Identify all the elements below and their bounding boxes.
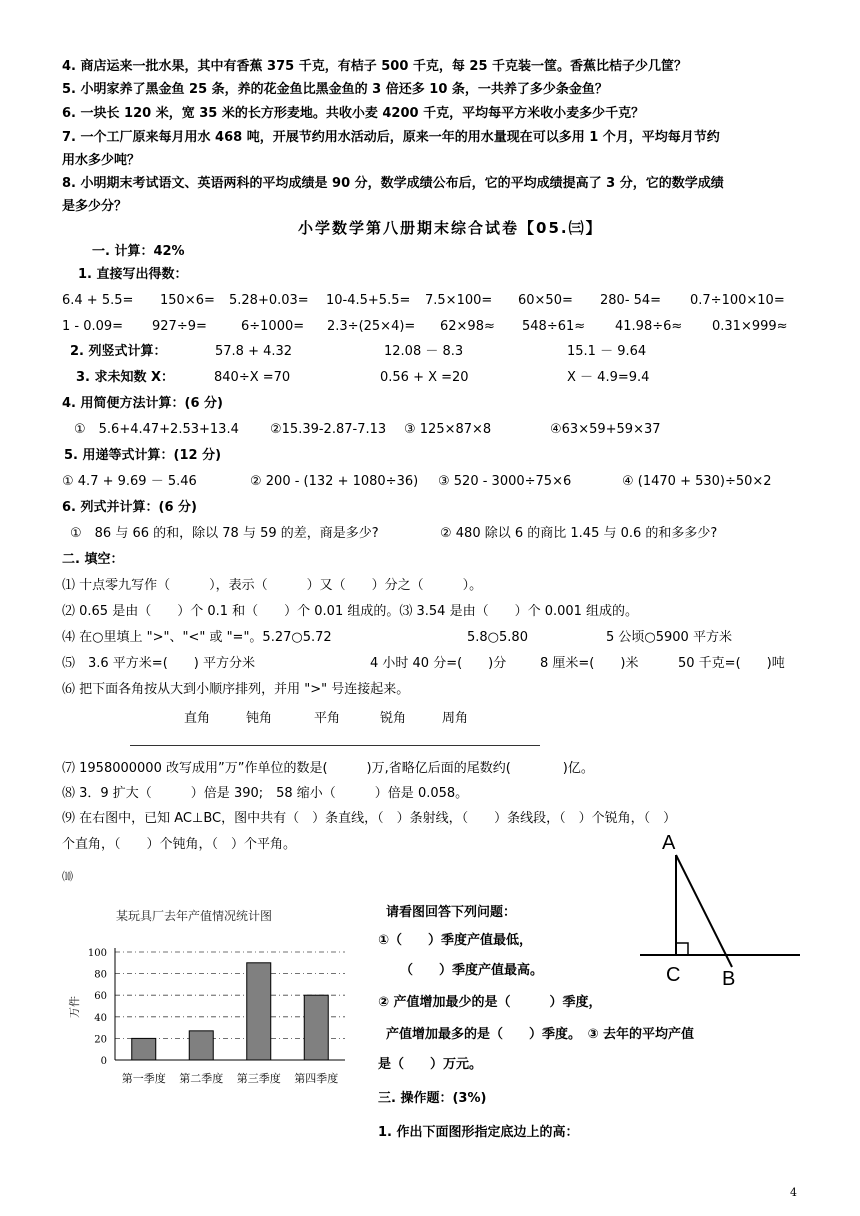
chart-y-tick-label: 80: [94, 969, 107, 981]
fill-5-item: 4 小时 40 分=( )分: [370, 656, 507, 671]
fill-9-line2: 个直角，（ ）个钝角，（ ）个平角。: [62, 837, 297, 852]
chart-x-tick-label: 第一季度: [121, 1072, 166, 1085]
problem-4: 4. 商店运来一批水果，其中有香蕉 375 千克，有桔子 500 千克，每 25 千克装一筐。香蕉比桔子少几筐？: [62, 59, 688, 74]
angle-acute: 锐角: [380, 711, 407, 726]
vertical-calc-item: 15.1 － 9.64: [567, 344, 647, 359]
chart-x-tick-label: 第二季度: [179, 1072, 224, 1085]
problem-8-line2: 是多少分？: [62, 199, 128, 214]
problem-5: 5. 小明家养了黑金鱼 25 条，养的花金鱼比黑金鱼的 3 倍还多 10 条，一共养了多少条金鱼？: [62, 82, 608, 97]
step-calc-item: ③ 520 - 3000÷75×6: [438, 474, 572, 489]
calc-item: 10-4.5+5.5=: [326, 293, 411, 308]
calc-item: 150×6=: [160, 293, 215, 308]
chart-y-label: 万件: [68, 996, 81, 1018]
chart-bar: [132, 1038, 156, 1060]
bar-chart: [60, 900, 360, 1100]
chart-questions-intro: 请看图回答下列问题：: [386, 905, 517, 920]
chart-question-1b: （ ）季度产值最高。: [400, 963, 544, 978]
section-1-heading: 一. 计算：42%: [92, 244, 185, 259]
q2-label: 2. 列竖式计算：: [70, 344, 167, 359]
calc-item: 927÷9=: [152, 319, 207, 334]
calc-item: 7.5×100=: [425, 293, 493, 308]
operation-question-1: 1. 作出下面图形指定底边上的高：: [378, 1125, 579, 1140]
vertex-c-label: C: [666, 964, 681, 986]
problem-8-line1: 8. 小明期末考试语文、英语两科的平均成绩是 90 分，数学成绩公布后，它的平均成绩提高了 3 分，它的数学成绩: [62, 176, 724, 191]
chart-question-1: ①（ ）季度产值最低，: [378, 933, 533, 948]
calc-item: 62×98≈: [440, 319, 495, 334]
calc-item: 0.7÷100×10=: [690, 293, 785, 308]
q6-label: 6. 列式并计算：(6 分): [62, 500, 197, 515]
calc-item: 280- 54=: [600, 293, 662, 308]
triangle-figure: [640, 825, 800, 995]
q4-label: 4. 用简便方法计算：(6 分): [62, 396, 223, 411]
word-calc-item: ① 86 与 66 的和，除以 78 与 59 的差，商是多少?: [70, 526, 379, 541]
angle-right: 直角: [184, 711, 211, 726]
right-angle-mark: [676, 943, 688, 955]
chart-y-tick-label: 0: [100, 1056, 107, 1067]
step-calc-item: ④ (1470 + 530)÷50×2: [622, 474, 772, 489]
fill-5-item: 8 厘米=( )米: [540, 656, 639, 671]
fill-5: ⑸ 3.6 平方米=( ) 平方分米: [62, 656, 255, 671]
chart-question-2: ② 产值增加最少的是（ ）季度，: [378, 995, 602, 1010]
segment-ab: [676, 855, 732, 967]
fill-2-3: ⑵ 0.65 是由（ ）个 0.1 和（ ）个 0.01 组成的。⑶ 3.54 是由（ ）个 0.001 组成的。: [62, 604, 639, 619]
fill-10-label: ⑽: [62, 870, 73, 883]
fill-4-item: 5 公顷○5900 平方米: [606, 630, 732, 645]
fill-4-item: 5.8○5.80: [467, 630, 528, 645]
chart-bar: [304, 995, 328, 1060]
q5-label: 5. 用递等式计算：(12 分): [64, 448, 222, 463]
simplify-item: ① 5.6+4.47+2.53+13.4: [74, 422, 239, 437]
calc-item: 6.4 + 5.5=: [62, 293, 134, 308]
step-calc-item: ① 4.7 + 9.69 － 5.46: [62, 474, 197, 489]
angle-round: 周角: [442, 711, 469, 726]
calc-item: 60×50=: [518, 293, 573, 308]
chart-x-tick-label: 第四季度: [294, 1072, 339, 1085]
equation-item: X － 4.9=9.4: [567, 370, 650, 385]
calc-item: 2.3÷(25×4)=: [327, 319, 416, 334]
section-3-heading: 三. 操作题：(3%): [378, 1091, 487, 1106]
vertex-b-label: B: [722, 968, 736, 990]
q1-label: 1. 直接写出得数：: [78, 267, 188, 282]
fill-4: ⑷ 在○里填上 ">"、"<" 或 "="。5.27○5.72: [62, 630, 332, 645]
vertex-a-label: A: [662, 832, 676, 854]
fill-9-line1: ⑼ 在右图中，已知 AC⊥BC，图中共有（ ）条直线，（ ）条射线，（ ）条线段，（ ）个锐角，（ ）: [62, 811, 677, 826]
chart-y-tick-label: 60: [94, 991, 107, 1003]
chart-y-tick-label: 20: [94, 1034, 107, 1046]
equation-item: 840÷X =70: [214, 370, 291, 385]
chart-bar: [247, 963, 271, 1060]
step-calc-item: ② 200 - (132 + 1080÷36): [250, 474, 419, 489]
calc-item: 6÷1000=: [241, 319, 305, 334]
calc-item: 1 - 0.09=: [62, 319, 124, 334]
chart-title: 某玩具厂去年产值情况统计图: [116, 909, 273, 923]
fill-8: ⑻ 3．9 扩大（ ）倍是 390; 58 缩小（ ）倍是 0.058。: [62, 786, 469, 801]
simplify-item: ③ 125×87×8: [404, 422, 492, 437]
simplify-item: ②15.39-2.87-7.13: [270, 422, 387, 437]
calc-item: 0.31×999≈: [712, 319, 788, 334]
answer-line: [130, 745, 540, 746]
chart-y-tick-label: 40: [94, 1012, 107, 1024]
simplify-item: ④63×59+59×37: [550, 422, 661, 437]
problem-7-line1: 7. 一个工厂原来每月用水 468 吨，开展节约用水活动后，原来一年的用水量现在可以多用 1 个月，平均每月节约: [62, 130, 720, 145]
word-calc-item: ② 480 除以 6 的商比 1.45 与 0.6 的和多多少?: [440, 526, 718, 541]
page-number: 4: [790, 1186, 797, 1199]
fill-1: ⑴ 十点零九写作（ ），表示（ ）又（ ）分之（ ）。: [62, 578, 483, 593]
exam-title: 小学数学第八册期末综合试卷【05.㈢】: [298, 219, 603, 237]
section-2-heading: 二. 填空：: [62, 552, 124, 567]
chart-question-2b: 产值增加最多的是（ ）季度。 ③ 去年的平均产值: [386, 1027, 695, 1042]
problem-6: 6. 一块长 120 米，宽 35 米的长方形麦地。共收小麦 4200 千克，平均每平方米收小麦多少千克？: [62, 106, 645, 121]
problem-7-line2: 用水多少吨？: [62, 153, 141, 168]
fill-6: ⑹ 把下面各角按从大到小顺序排列，并用 ">" 号连接起来。: [62, 682, 410, 697]
chart-x-tick-label: 第三季度: [236, 1072, 281, 1085]
q3-label: 3. 求未知数 X：: [76, 370, 175, 385]
calc-item: 548÷61≈: [522, 319, 586, 334]
vertical-calc-item: 57.8 + 4.32: [215, 344, 293, 359]
fill-5-item: 50 千克=( )吨: [678, 656, 785, 671]
chart-bar: [189, 1031, 213, 1060]
chart-y-tick-label: 100: [87, 948, 107, 959]
calc-item: 41.98÷6≈: [615, 319, 683, 334]
calc-item: 5.28+0.03=: [229, 293, 309, 308]
chart-question-3: 是（ ）万元。: [378, 1057, 483, 1072]
angle-straight: 平角: [314, 711, 341, 726]
vertical-calc-item: 12.08 － 8.3: [384, 344, 464, 359]
fill-7: ⑺ 1958000000 改写成用”万”作单位的数是( )万,省略亿后面的尾数约( )亿。: [62, 761, 594, 776]
equation-item: 0.56 + X =20: [380, 370, 469, 385]
angle-obtuse: 钝角: [246, 711, 273, 726]
